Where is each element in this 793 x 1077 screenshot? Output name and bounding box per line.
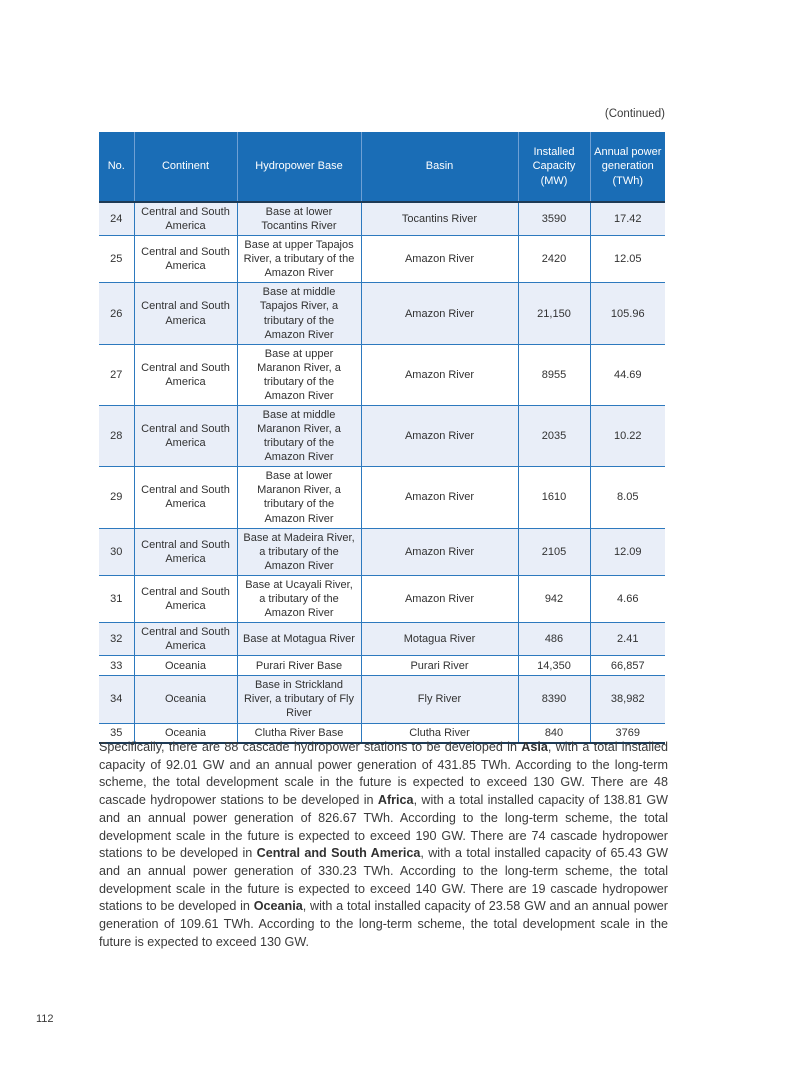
- table-cell: Purari River Base: [237, 656, 361, 676]
- table-cell: 12.05: [590, 236, 665, 283]
- table-cell: Base at lower Tocantins River: [237, 202, 361, 236]
- table-cell: 8390: [518, 676, 590, 723]
- table-row: [99, 575, 665, 622]
- column-header: Continent: [134, 132, 237, 202]
- table-cell: 3590: [518, 202, 590, 236]
- table-cell: Base at Motagua River: [237, 623, 361, 656]
- column-header: Basin: [361, 132, 518, 202]
- table-cell: 1610: [518, 467, 590, 528]
- table-cell: 4.66: [590, 575, 665, 622]
- table-row: [99, 676, 665, 723]
- table-cell: Central and South America: [134, 623, 237, 656]
- table-cell: Amazon River: [361, 406, 518, 467]
- table-row: [99, 528, 665, 575]
- table-cell: Clutha River: [361, 723, 518, 743]
- table-cell: 840: [518, 723, 590, 743]
- table-header: [99, 132, 665, 202]
- table-cell: Amazon River: [361, 236, 518, 283]
- table-cell: Base at middle Maranon River, a tributary of the Amazon River: [237, 406, 361, 467]
- column-header: Hydropower Base: [237, 132, 361, 202]
- table-cell: 3769: [590, 723, 665, 743]
- page-number: 112: [36, 1013, 54, 1025]
- paragraph-text: , with a total installed capacity of 138.81 GW and an annual power generation of 826.67 TWh. According to the long-term scheme, the total development scale in the future is expected to exceed 190 GW. There are 74 cascade hydropower stations to be developed in: [99, 793, 669, 861]
- table-cell: 34: [99, 676, 134, 723]
- table-row: [99, 202, 665, 236]
- hydropower-table: [99, 132, 665, 744]
- table-cell: Base at Madeira River, a tributary of the Amazon River: [237, 528, 361, 575]
- table-cell: Amazon River: [361, 575, 518, 622]
- table-cell: 2035: [518, 406, 590, 467]
- table-cell: Motagua River: [361, 623, 518, 656]
- column-header: No.: [99, 132, 134, 202]
- table-cell: Central and South America: [134, 344, 237, 405]
- table-row: [99, 656, 665, 676]
- table-row: [99, 344, 665, 405]
- table-cell: 2420: [518, 236, 590, 283]
- table-cell: Central and South America: [134, 575, 237, 622]
- table-header-row: [99, 132, 665, 202]
- table-cell: 10.22: [590, 406, 665, 467]
- table-cell: 66,857: [590, 656, 665, 676]
- table-cell: Purari River: [361, 656, 518, 676]
- table-cell: Amazon River: [361, 283, 518, 344]
- table-cell: Central and South America: [134, 406, 237, 467]
- bold-continent-name: Central and South America: [256, 846, 421, 861]
- table-cell: 31: [99, 575, 134, 622]
- table-cell: Base at lower Maranon River, a tributary of the Amazon River: [237, 467, 361, 528]
- bold-continent-name: Africa: [377, 793, 414, 808]
- table-cell: 28: [99, 406, 134, 467]
- bold-continent-name: Oceania: [253, 899, 303, 914]
- table-row: [99, 467, 665, 528]
- table-cell: 33: [99, 656, 134, 676]
- table-cell: Amazon River: [361, 528, 518, 575]
- table-cell: Clutha River Base: [237, 723, 361, 743]
- table-row: [99, 406, 665, 467]
- table-cell: 38,982: [590, 676, 665, 723]
- table-cell: 942: [518, 575, 590, 622]
- table-cell: Base at upper Tapajos River, a tributary of the Amazon River: [237, 236, 361, 283]
- table-cell: 486: [518, 623, 590, 656]
- table-cell: Central and South America: [134, 283, 237, 344]
- table-cell: 44.69: [590, 344, 665, 405]
- table-cell: 25: [99, 236, 134, 283]
- table-cell: 32: [99, 623, 134, 656]
- table-cell: Base at upper Maranon River, a tributary of the Amazon River: [237, 344, 361, 405]
- table-cell: Fly River: [361, 676, 518, 723]
- hydropower-table-container: [99, 132, 665, 744]
- table-body: [99, 202, 665, 743]
- table-cell: Amazon River: [361, 344, 518, 405]
- continued-label: (Continued): [604, 108, 665, 120]
- table-cell: Central and South America: [134, 528, 237, 575]
- table-cell: 27: [99, 344, 134, 405]
- table-cell: Oceania: [134, 723, 237, 743]
- table-row: [99, 283, 665, 344]
- table-row: [99, 236, 665, 283]
- table-cell: 12.09: [590, 528, 665, 575]
- body-paragraph: [99, 739, 668, 951]
- table-cell: 29: [99, 467, 134, 528]
- table-cell: Central and South America: [134, 467, 237, 528]
- table-cell: Central and South America: [134, 236, 237, 283]
- table-cell: 2.41: [590, 623, 665, 656]
- table-cell: 17.42: [590, 202, 665, 236]
- table-cell: 14,350: [518, 656, 590, 676]
- bold-continent-name: Asia: [521, 740, 548, 754]
- table-cell: Central and South America: [134, 202, 237, 236]
- table-cell: 8955: [518, 344, 590, 405]
- table-cell: 105.96: [590, 283, 665, 344]
- column-header: Installed Capacity (MW): [518, 132, 590, 202]
- table-cell: Base at Ucayali River, a tributary of the Amazon River: [237, 575, 361, 622]
- table-cell: 24: [99, 202, 134, 236]
- paragraph-text: Specifically, there are 88 cascade hydropower stations to be developed in: [99, 740, 522, 754]
- table-cell: 35: [99, 723, 134, 743]
- table-cell: Amazon River: [361, 467, 518, 528]
- table-cell: Base in Strickland River, a tributary of Fly River: [237, 676, 361, 723]
- table-cell: 26: [99, 283, 134, 344]
- table-cell: Tocantins River: [361, 202, 518, 236]
- table-cell: 8.05: [590, 467, 665, 528]
- paragraph-text: , with a total installed capacity of 23.58 GW and an annual power generation of 109.61 TWh. According to the long-term scheme, the total development scale in the future is expected to exceed 130 GW.: [99, 899, 668, 949]
- table-cell: 30: [99, 528, 134, 575]
- table-cell: Oceania: [134, 656, 237, 676]
- table-cell: 21,150: [518, 283, 590, 344]
- column-header: Annual power generation (TWh): [590, 132, 665, 202]
- table-cell: 2105: [518, 528, 590, 575]
- paragraph-text: , with a total installed capacity of 65.43 GW and an annual power generation of 330.23 TWh. According to the long-term scheme, the total development scale in the future is expected to exceed 140 GW. There are 19 cascade hydropower stations to be developed in: [99, 846, 668, 914]
- table-cell: Oceania: [134, 676, 237, 723]
- paragraph-text: , with a total installed capacity of 92.01 GW and an annual power generation of 431.85 TWh. According to the long-term scheme, the total development scale in the future is expected to exceed 130 GW. There are 48 cascade hydropower stations to be developed in: [99, 740, 669, 808]
- table-cell: Base at middle Tapajos River, a tributary of the Amazon River: [237, 283, 361, 344]
- table-row: [99, 623, 665, 656]
